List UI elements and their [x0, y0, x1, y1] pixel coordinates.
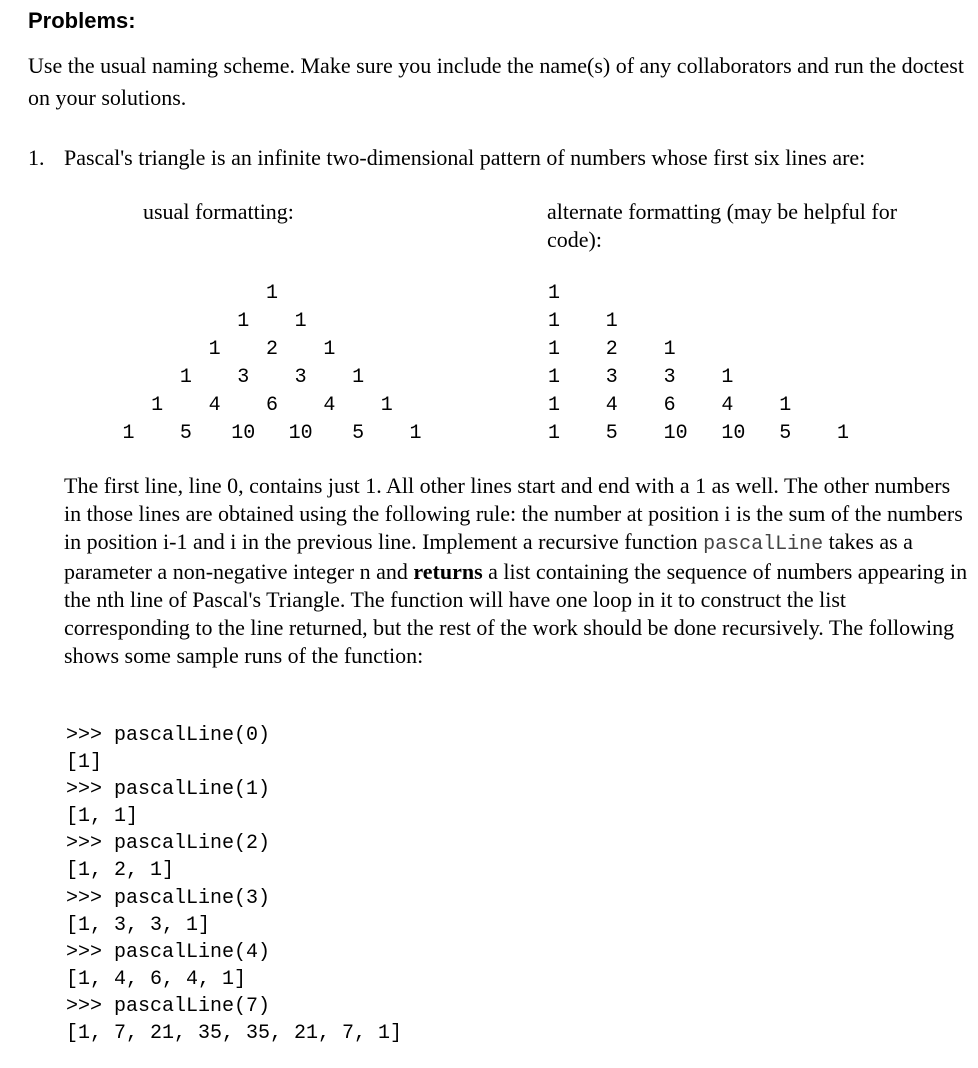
triangle-number: 6 [265, 394, 279, 417]
problem-description [64, 472, 969, 670]
alt-triangle-number: 6 [663, 394, 676, 417]
triangle-number: 10 [231, 422, 256, 445]
doctest-line: [1, 1] [66, 805, 139, 829]
doctest-line: >>> pascalLine(4) [66, 940, 271, 964]
triangle-number: 1 [237, 310, 250, 333]
triangle-number: 1 [265, 282, 279, 305]
alt-triangle-number: 1 [837, 422, 850, 445]
triangle-number: 4 [208, 394, 221, 417]
doctest-line: [1, 7, 21, 35, 35, 21, 7, 1] [66, 1022, 403, 1046]
alt-triangle-number: 1 [663, 338, 676, 361]
description-part1: The first line, line 0, contains just 1. All other lines start and end with a 1 as well. The other numbers in those lines are obtained using the following rule: the number at position i is the sum of the numbers in position i-1 and i in the previous line. Implement a recursive function [64, 473, 963, 554]
triangle-number: 1 [208, 338, 221, 361]
page-heading: Problems: [28, 8, 136, 33]
triangle-number: 4 [323, 394, 336, 417]
alt-triangle-number: 4 [605, 394, 618, 417]
alternate-formatting-label: alternate formatting (may be helpful for code): [547, 199, 898, 252]
doctest-line: >>> pascalLine(7) [66, 994, 271, 1018]
triangle-number: 1 [323, 338, 336, 361]
alt-triangle-number: 4 [721, 394, 734, 417]
alt-triangle-number: 1 [548, 422, 561, 445]
doctest-line: [1, 3, 3, 1] [66, 913, 211, 937]
function-name-code: pascalLine [703, 532, 824, 556]
problem-statement [28, 142, 865, 174]
triangle-number: 1 [352, 366, 365, 389]
doctest-line: >>> pascalLine(3) [66, 886, 271, 910]
description-part2: takes as a parameter a non-negative integer n and [64, 528, 913, 585]
doctest-line: >>> pascalLine(2) [66, 832, 271, 856]
triangle-number: 1 [294, 310, 307, 333]
triangle-number: 3 [237, 366, 250, 389]
problem-text: Pascal's triangle is an infinite two-dimensional pattern of numbers whose first six lines are: [64, 145, 866, 170]
triangle-number: 3 [294, 366, 307, 389]
description-part3: a list containing the sequence of numbers appearing in the nth line of Pascal's Triangle. The function will have one loop in it to construct the list corresponding to the line returned, but the rest of the work should be done recursively. The following shows some sample runs of the function: [64, 559, 968, 668]
problem-number: 1. [28, 145, 45, 170]
alt-triangle-number: 1 [605, 310, 618, 333]
alt-triangle-number: 2 [605, 338, 618, 361]
alt-triangle-number: 3 [605, 366, 618, 389]
doctest-examples [66, 722, 402, 1047]
triangle-number: 5 [352, 422, 365, 445]
alt-triangle-number: 1 [548, 282, 561, 305]
alt-triangle-number: 1 [548, 310, 561, 333]
usual-formatting-label: usual formatting: [143, 199, 294, 224]
doctest-line: [1] [66, 751, 103, 775]
triangle-number: 1 [409, 422, 422, 445]
alt-triangle-number: 5 [779, 422, 792, 445]
alt-triangle-number: 1 [779, 394, 792, 417]
returns-bold: returns [413, 559, 483, 585]
alt-triangle-number: 1 [548, 338, 561, 361]
triangle-number: 10 [288, 422, 313, 445]
alt-triangle-number: 1 [548, 394, 561, 417]
triangle-number: 2 [265, 338, 279, 361]
alt-triangle-number: 3 [663, 366, 676, 389]
doctest-line: [1, 2, 1] [66, 859, 175, 883]
alt-triangle-number: 5 [605, 422, 618, 445]
triangle-number: 1 [151, 394, 164, 417]
alt-triangle-number: 10 [663, 422, 688, 445]
alt-triangle-number: 1 [548, 366, 561, 389]
triangle-number: 1 [380, 394, 393, 417]
triangle-number: 5 [179, 422, 192, 445]
doctest-line: >>> pascalLine(1) [66, 778, 271, 802]
triangle-number: 1 [179, 366, 192, 389]
triangle-number: 1 [122, 422, 135, 445]
intro-paragraph: Use the usual naming scheme. Make sure you include the name(s) of any collaborators and run the doctest on your solutions. [28, 53, 964, 110]
doctest-line: [1, 4, 6, 4, 1] [66, 967, 247, 991]
doctest-line: >>> pascalLine(0) [66, 724, 271, 747]
alt-triangle-number: 1 [721, 366, 734, 389]
alt-triangle-number: 10 [721, 422, 746, 445]
